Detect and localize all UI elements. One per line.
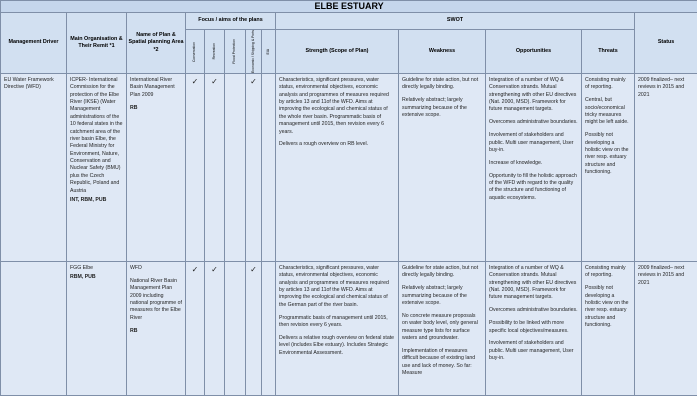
table-row (1, 73, 698, 261)
header-opportunities: Opportunities (486, 30, 582, 74)
organisation-cell: FGG Elbe RBM, PUB (67, 261, 127, 395)
opportunities-cell: Integration of a number of WQ & Conservation strands. Mutual strengthening with other EU directives (Nat. 2000, MSD). Framework for future management targets. Overcomes administrative boundaries. Possibility to be linked with more specific local objectives/measures. Involvement of stakeholders and public. Multi user management, User buy-in. (486, 261, 582, 395)
plan-cell: International River Basin Management Plan 2009 RB (127, 73, 186, 261)
header-strength: Strength (Scope of Plan) (276, 30, 399, 74)
header-organisation: Main Organisation & Their Remit *1 (67, 13, 127, 74)
header-swot-group: SWOT (276, 13, 635, 30)
header-focus-economic: Economic / Shipping & Ports (246, 30, 262, 74)
header-focus-eia: EIA (262, 30, 276, 74)
header-focus-conservation: Conservation (186, 30, 205, 74)
header-focus-group: Focus / aims of the plans (186, 13, 276, 30)
focus-conservation-check: ✓ (186, 73, 205, 261)
focus-flood-protection-check (225, 261, 246, 395)
table-title: ELBE ESTUARY (1, 1, 698, 13)
weakness-cell: Guideline for state action, but not directly legally binding. Relatively abstract; largely summarizing because of the extensive scope. No concrete measure proposals on water body level, only general measure type lists for surface waters and groundwater. Implementation of measures difficult because of existing land use and lack of money. So far: Measure (399, 261, 486, 395)
header-weakness: Weakness (399, 30, 486, 74)
focus-flood-protection-check (225, 73, 246, 261)
focus-recreation-check: ✓ (205, 73, 225, 261)
title-row (1, 1, 698, 13)
focus-economic-check: ✓ (246, 261, 262, 395)
status-cell: 2009 finalized– next reviews in 2015 and 2021 (635, 73, 698, 261)
focus-eia-check (262, 73, 276, 261)
header-row-groups (1, 13, 698, 30)
weakness-cell: Guideline for state action, but not directly legally binding. Relatively abstract; largely summarizing because of the extensive scope. (399, 73, 486, 261)
strength-cell: Characteristics, significant pressures, water status, environmental objectives, economic analysis and programmes of measures required by articles 13 and 11of the WFD. Aims at improving the ecological and chemical status of the German part of the river basin. Programmatic basis of management until 2015, then revision every 6 years. Delivers a relative rough overview on federal state level (includes Elbe estuary). Includes Strategic Environmental Assessment. (276, 261, 399, 395)
header-management-driver: Management Driver (1, 13, 67, 74)
status-cell: 2009 finalized– next reviews in 2015 and 2021 (635, 261, 698, 395)
organisation-cell: ICPER- International Commission for the protection of the Elbe River (IKSE) (Water Management administrations of the 10 federal states in the catchment area of the river basin Elbe, the Federal Ministry for Environment, Nature, Conservation and Nuclear Safety (BMU) plus the Czech Republic, Poland and Austria INT, RBM, PUB (67, 73, 127, 261)
focus-recreation-check: ✓ (205, 261, 225, 395)
threats-cell: Consisting mainly of reporting. Central, but socio/economical tricky measures might be left aside. Possibly not developing a holistic view on the river resp. estuary structure and functioning. (582, 73, 635, 261)
focus-economic-check: ✓ (246, 73, 262, 261)
opportunities-cell: Integration of a number of WQ & Conservation strands. Mutual strengthening with other EU directives (Nat. 2000, MSD). Framework for future management targets. Overcomes administrative boundaries. Involvement of stakeholders and public. Multi user management, User buy-in. Increase of knowledge. Opportunity to fill the holistic approach of the WFD with regard to the quality of the structure and functioning of aquatic ecosystems. (486, 73, 582, 261)
focus-conservation-check: ✓ (186, 261, 205, 395)
strength-cell: Characteristics, significant pressures, water status, environmental objectives, economic analysis and programmes of measures required by articles 13 and 11of the WFD. Aims at improving the ecological and chemical status of the whole river basin. Programmatic basis of management until 2015, then revision every 6 years. Delivers a rough overview on RB level. (276, 73, 399, 261)
focus-eia-check (262, 261, 276, 395)
header-focus-flood-protection: Flood Protection (225, 30, 246, 74)
header-threats: Threats (582, 30, 635, 74)
header-focus-recreation: Recreation (205, 30, 225, 74)
header-plan-name: Name of Plan & Spatial planning Area *2 (127, 13, 186, 74)
driver-cell (1, 261, 67, 395)
driver-cell: EU Water Framework Directive (WFD) (1, 73, 67, 261)
plan-cell: WFD National River Basin Management Plan 2009 including national programme of measures for the Elbe River RB (127, 261, 186, 395)
threats-cell: Consisting mainly of reporting. Possibly not developing a holistic view on the river resp. estuary structure and functioning. (582, 261, 635, 395)
table-row (1, 261, 698, 395)
header-status: Status (635, 13, 698, 74)
